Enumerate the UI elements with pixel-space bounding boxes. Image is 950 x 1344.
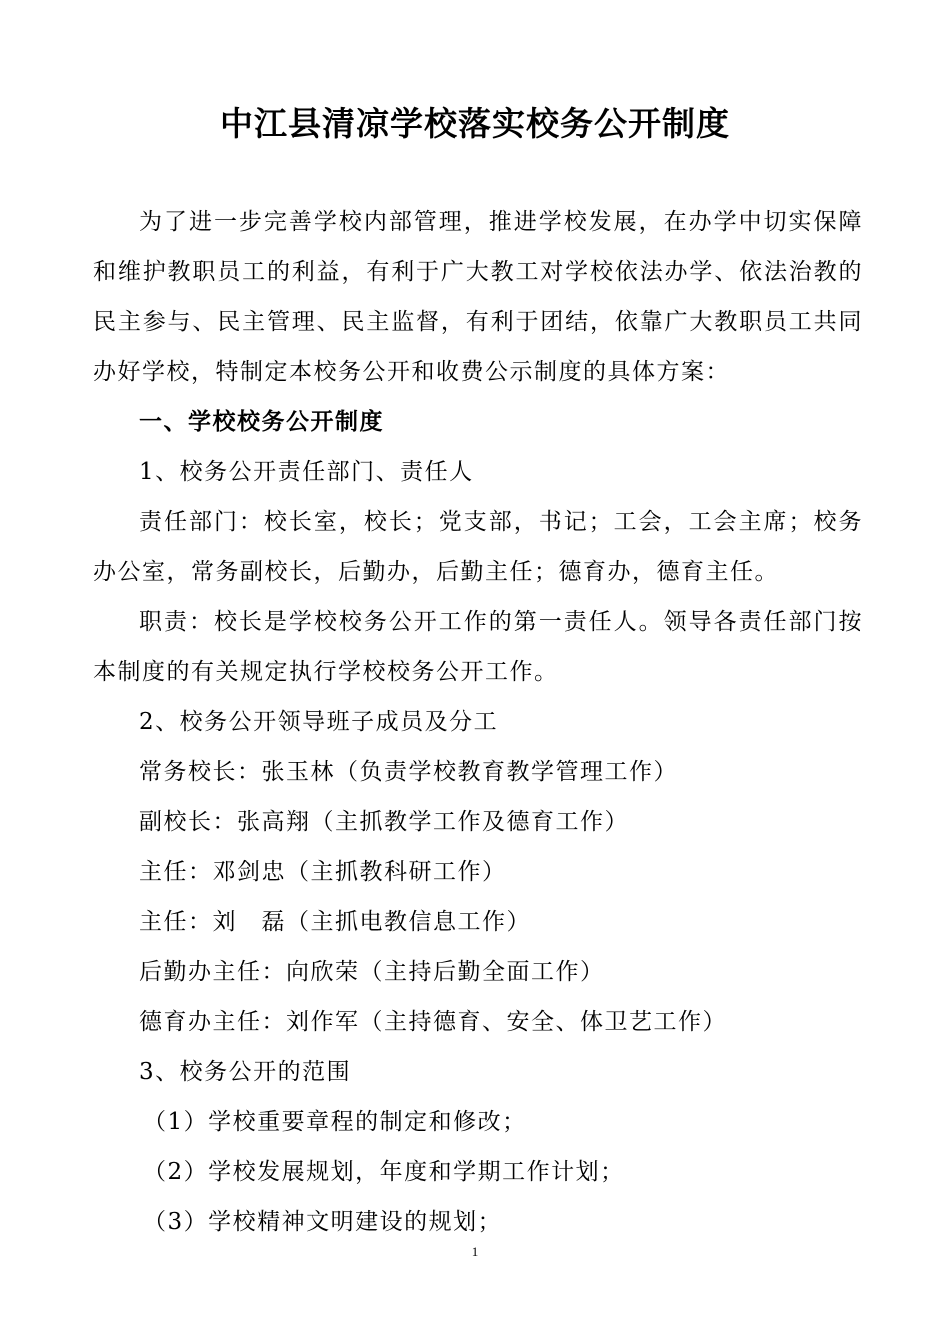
- list-item: （3）学校精神文明建设的规划；: [143, 1209, 503, 1235]
- subsection-title: 3、校务公开的范围: [139, 1059, 352, 1085]
- list-item: （2）学校发展规划，年度和学期工作计划；: [143, 1159, 625, 1185]
- document-body: [93, 197, 863, 1247]
- member-line: 德育办主任：刘作军（主持德育、安全、体卫艺工作）: [139, 1009, 727, 1035]
- document-title: 中江县清凉学校落实校务公开制度: [220, 104, 730, 143]
- paragraph: 职责：校长是学校校务公开工作的第一责任人。领导各责任部门按本制度的有关规定执行学校校务公开工作。: [93, 609, 863, 685]
- paragraph: 责任部门：校长室，校长；党支部，书记；工会，工会主席；校务办公室，常务副校长，后勤办，后勤主任；德育办，德育主任。: [93, 509, 863, 585]
- member-line: 常务校长：张玉林（负责学校教育教学管理工作）: [139, 759, 678, 785]
- list-item: （1）学校重要章程的制定和修改；: [143, 1109, 527, 1135]
- subsection-title: 1、校务公开责任部门、责任人: [139, 459, 474, 485]
- member-line: 后勤办主任：向欣荣（主持后勤全面工作）: [139, 959, 605, 985]
- member-line: 主任：刘 磊（主抓电教信息工作）: [139, 909, 531, 935]
- intro-paragraph: 为了进一步完善学校内部管理，推进学校发展，在办学中切实保障和维护教职员工的利益，有利于广大教工对学校依法办学、依法治教的民主参与、民主管理、民主监督，有利于团结，依靠广大教职员工共同办好学校，特制定本校务公开和收费公示制度的具体方案：: [93, 209, 863, 385]
- section-heading: 一、学校校务公开制度: [139, 408, 384, 435]
- page-number: 1: [471, 1244, 479, 1259]
- member-line: 主任：邓剑忠（主抓教科研工作）: [139, 859, 507, 885]
- member-line: 副校长：张高翔（主抓教学工作及德育工作）: [139, 809, 629, 835]
- subsection-title: 2、校务公开领导班子成员及分工: [139, 709, 499, 735]
